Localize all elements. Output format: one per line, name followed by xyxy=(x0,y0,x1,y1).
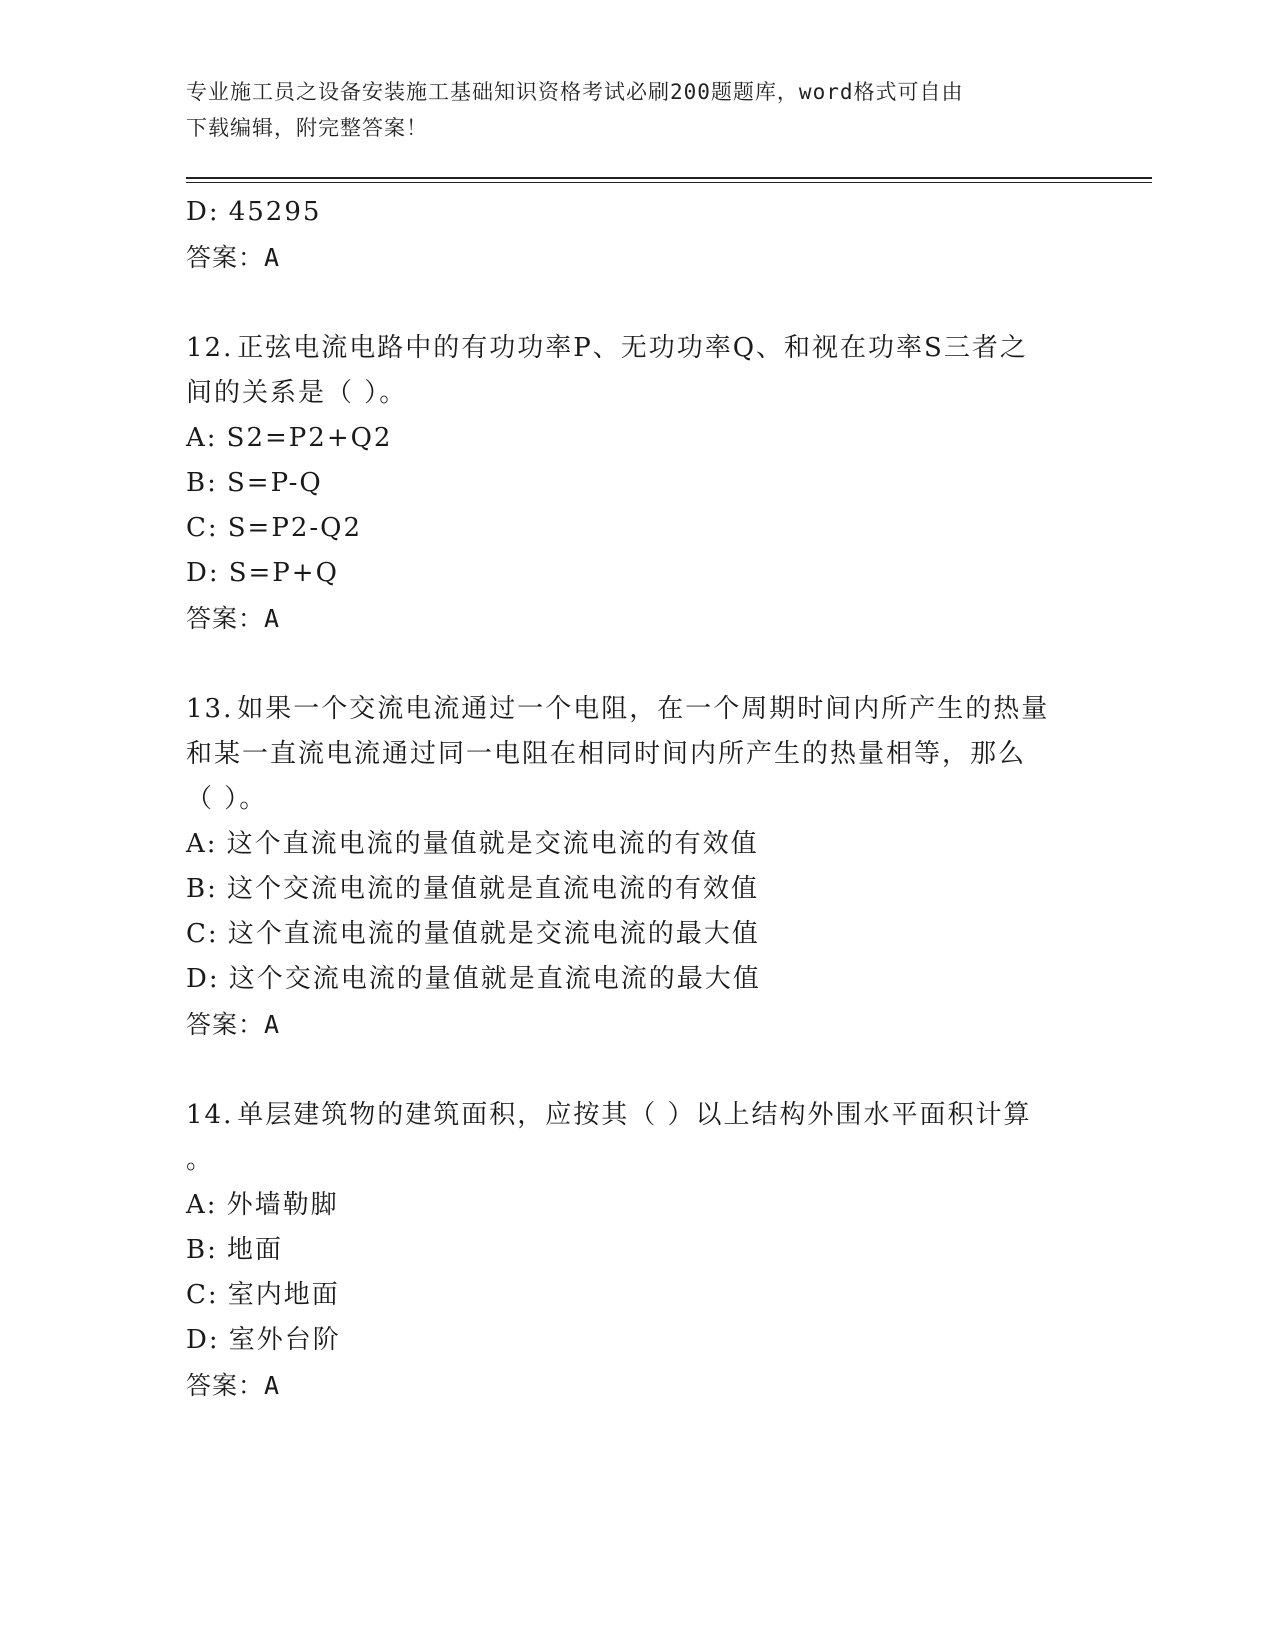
question-stem-line: 间的关系是（ ）。 xyxy=(186,378,408,408)
question-12 xyxy=(186,326,1086,641)
answer-line: 答案：A xyxy=(186,604,281,633)
answer-line: 答案：A xyxy=(186,1010,281,1039)
option-d xyxy=(186,1318,1086,1363)
option-label: A: xyxy=(186,423,218,453)
option-d xyxy=(186,957,1086,1002)
option-label: D: xyxy=(186,558,220,588)
option-a xyxy=(186,822,1086,867)
option-b xyxy=(186,867,1086,912)
option-label: B: xyxy=(186,874,218,904)
option-d xyxy=(186,190,1086,235)
question-14 xyxy=(186,1093,1086,1408)
option-text: S=P2-Q2 xyxy=(227,513,363,543)
header-line-2: 下载编辑，附完整答案！ xyxy=(186,116,428,140)
option-text: 地面 xyxy=(226,1235,283,1265)
question-13 xyxy=(186,687,1086,1047)
header-rule-thick xyxy=(186,177,1152,179)
question-number: 12. xyxy=(186,333,234,363)
option-label: B: xyxy=(186,1235,218,1265)
question-stem-line: 和某一直流电流通过同一电阻在相同时间内所产生的热量相等，那么 xyxy=(186,739,1027,769)
question-stem-line: 14. 单层建筑物的建筑面积，应按其（ ）以上结构外围水平面积计算 xyxy=(186,1100,1032,1130)
question-stem-line: 。 xyxy=(186,1145,215,1175)
question-number: 14. xyxy=(186,1100,234,1130)
option-text: 外墙勒脚 xyxy=(226,1190,339,1220)
option-text: 室内地面 xyxy=(227,1280,340,1310)
option-label: D: xyxy=(186,197,220,227)
header-rule-thin xyxy=(186,182,1152,183)
question-content xyxy=(186,190,1086,1408)
option-c xyxy=(186,1273,1086,1318)
option-label: B: xyxy=(186,468,218,498)
document-header xyxy=(186,74,1066,146)
option-a xyxy=(186,416,1086,461)
option-label: C: xyxy=(186,1280,219,1310)
question-stem-line: 12. 正弦电流电路中的有功功率P、无功功率Q、和视在功率S三者之 xyxy=(186,333,1028,363)
option-label: D: xyxy=(186,964,220,994)
option-text: S=P-Q xyxy=(226,468,323,498)
question-stem-line: 13. 如果一个交流电流通过一个电阻，在一个周期时间内所产生的热量 xyxy=(186,694,1050,724)
option-label: C: xyxy=(186,513,219,543)
option-text: 这个交流电流的量值就是直流电流的有效值 xyxy=(226,874,759,904)
option-c xyxy=(186,506,1086,551)
option-text: S=P+Q xyxy=(228,558,339,588)
option-text: S2=P2+Q2 xyxy=(226,423,393,453)
option-text: 室外台阶 xyxy=(228,1325,341,1355)
option-text: 这个直流电流的量值就是交流电流的有效值 xyxy=(226,829,759,859)
option-b xyxy=(186,1228,1086,1273)
option-text: 这个直流电流的量值就是交流电流的最大值 xyxy=(227,919,760,949)
header-line-1: 专业施工员之设备安装施工基础知识资格考试必刷200题题库，word格式可自由 xyxy=(186,80,964,104)
option-label: D: xyxy=(186,1325,220,1355)
option-a xyxy=(186,1183,1086,1228)
option-b xyxy=(186,461,1086,506)
option-d xyxy=(186,551,1086,596)
option-label: A: xyxy=(186,1190,218,1220)
option-c xyxy=(186,912,1086,957)
question-stem-line: （ ）。 xyxy=(186,784,268,814)
question-number: 13. xyxy=(186,694,234,724)
answer-line: 答案：A xyxy=(186,243,281,272)
option-label: A: xyxy=(186,829,218,859)
option-text: 45295 xyxy=(228,197,322,227)
option-text: 这个交流电流的量值就是直流电流的最大值 xyxy=(228,964,761,994)
option-label: C: xyxy=(186,919,219,949)
answer-line: 答案：A xyxy=(186,1371,281,1400)
